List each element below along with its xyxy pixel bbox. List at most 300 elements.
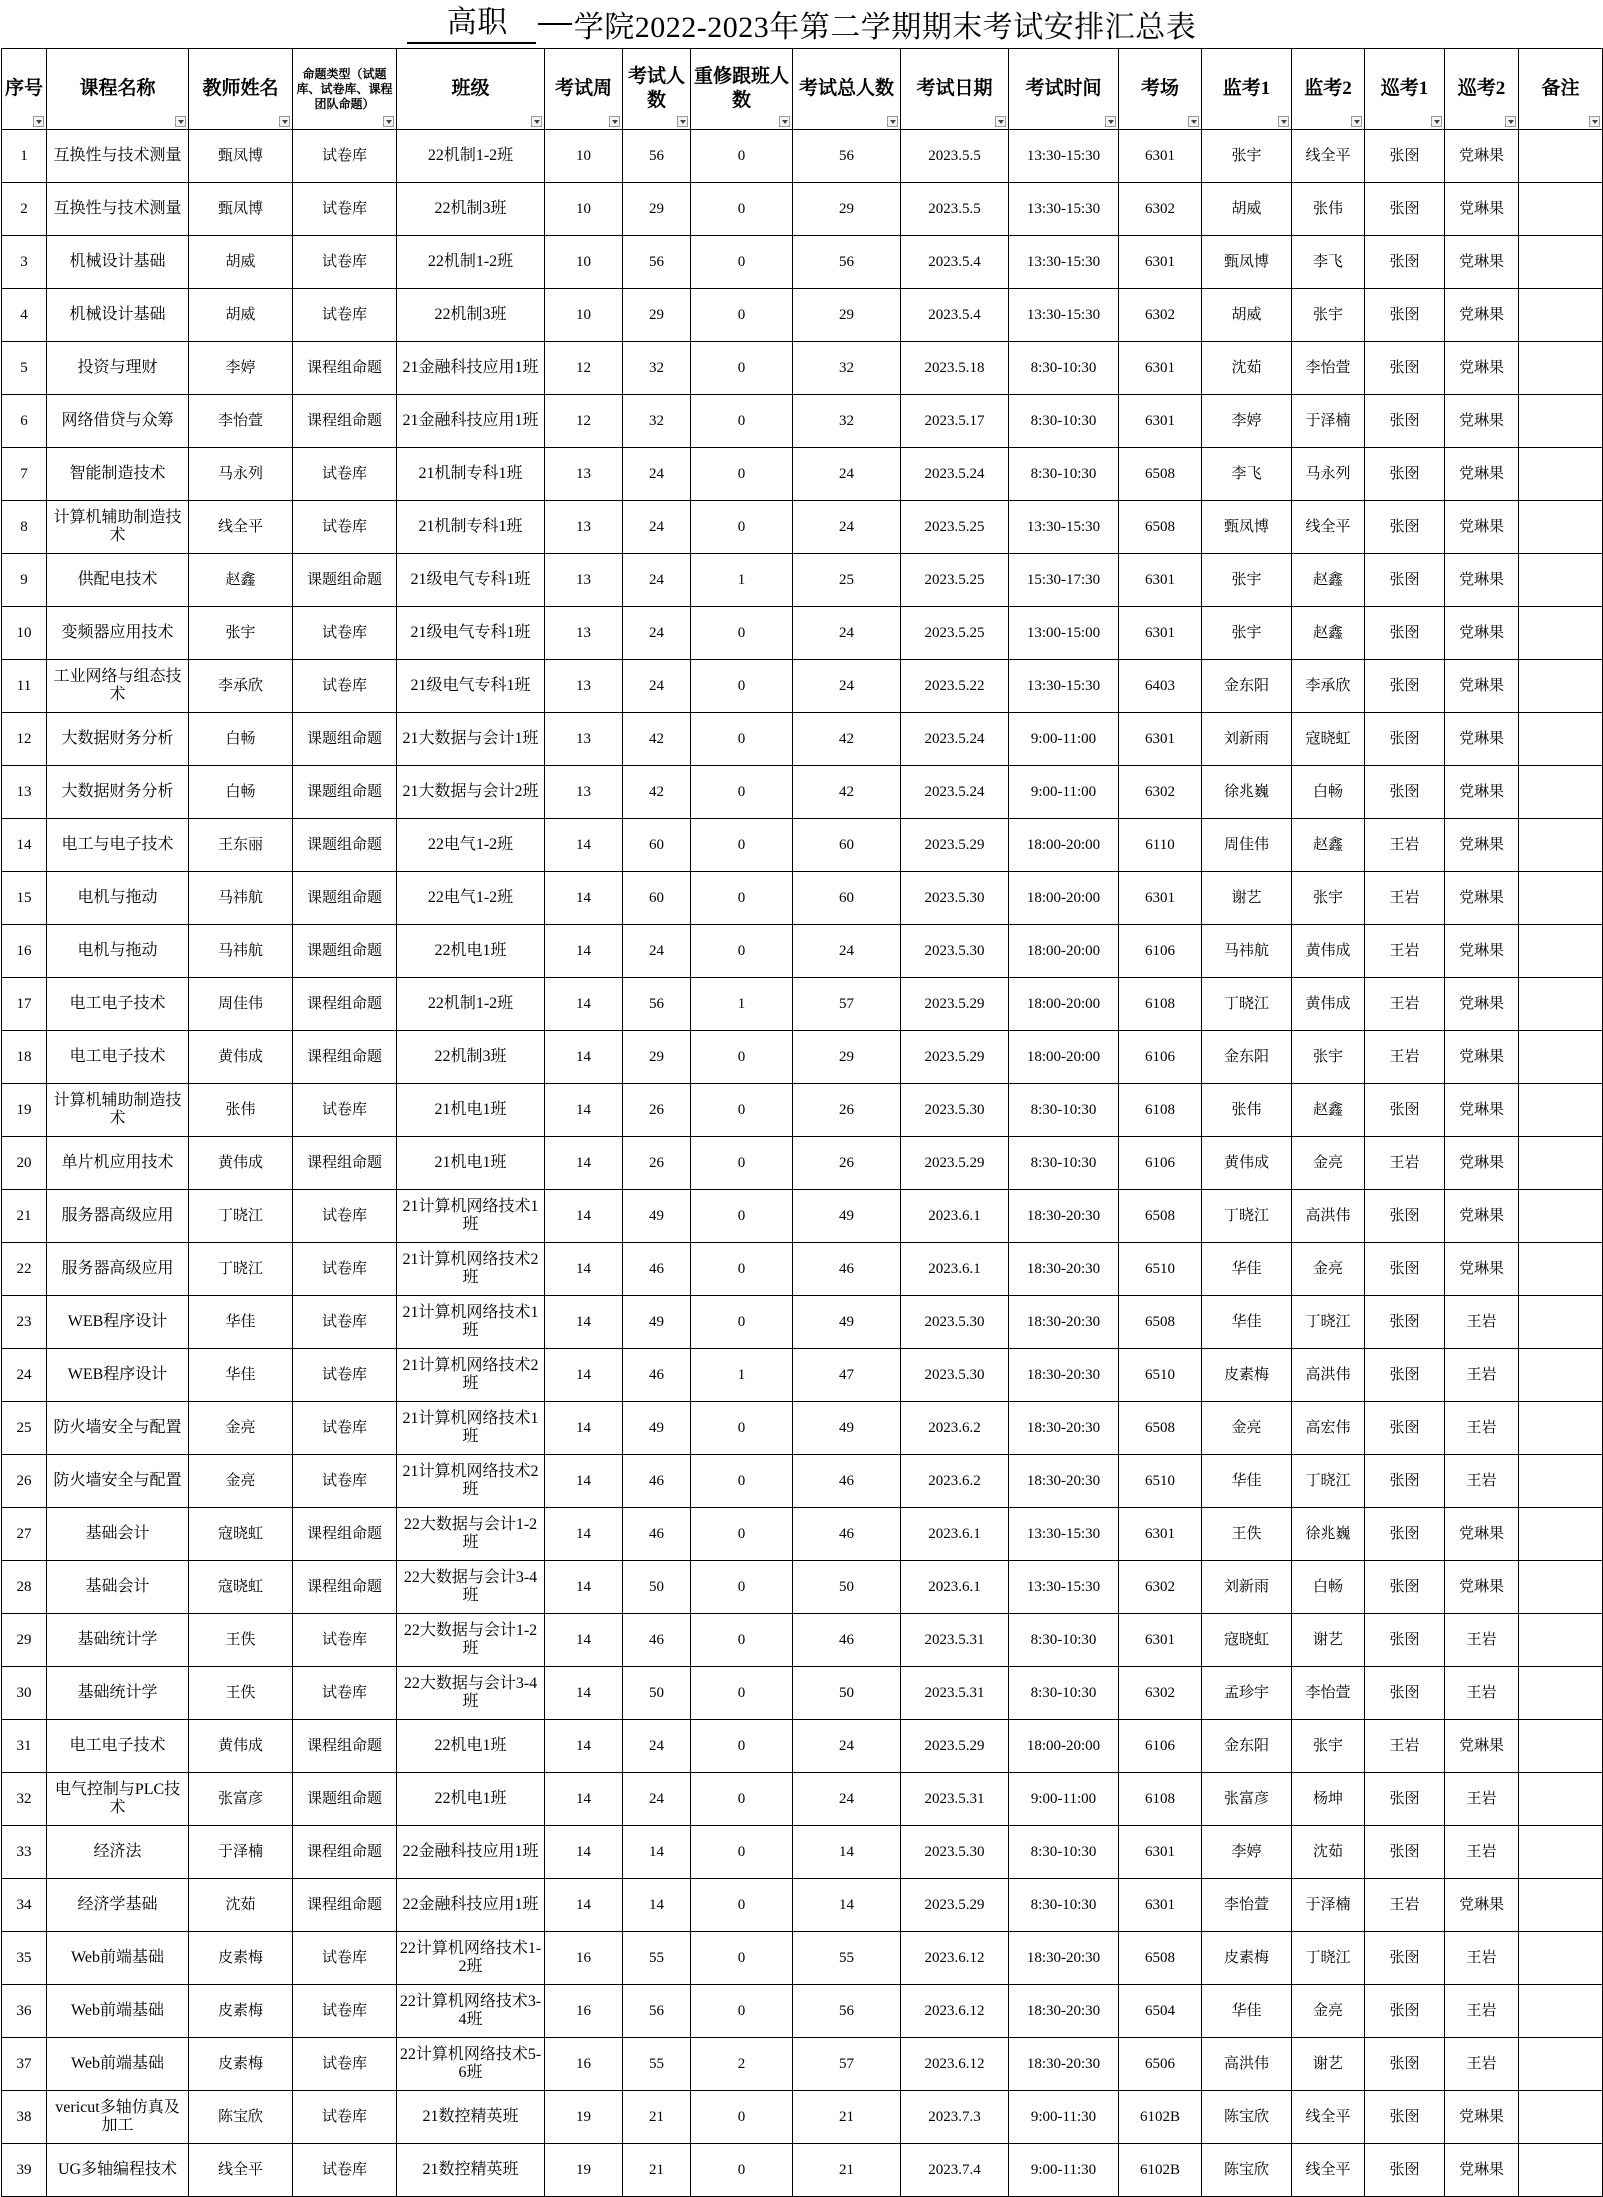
cell-exam-count[interactable]: 50	[623, 1667, 691, 1720]
cell-exam-count[interactable]: 46	[623, 1508, 691, 1561]
cell-total-count[interactable]: 42	[793, 713, 901, 766]
cell-teacher[interactable]: 黄伟成	[189, 1137, 293, 1190]
cell-total-count[interactable]: 26	[793, 1084, 901, 1137]
cell-proctor-1[interactable]: 刘新雨	[1202, 713, 1292, 766]
cell-proctor-1[interactable]: 张宇	[1202, 130, 1292, 183]
cell-exam-week[interactable]: 14	[545, 1720, 623, 1773]
cell-patrol-2[interactable]: 王岩	[1445, 1296, 1519, 1349]
cell-remarks[interactable]	[1519, 978, 1603, 1031]
cell-exam-date[interactable]: 2023.5.30	[901, 1296, 1009, 1349]
cell-class[interactable]: 22大数据与会计3-4班	[397, 1667, 545, 1720]
cell-exam-date[interactable]: 2023.5.30	[901, 925, 1009, 978]
cell-proctor-1[interactable]: 李飞	[1202, 448, 1292, 501]
cell-remarks[interactable]	[1519, 872, 1603, 925]
cell-class[interactable]: 22大数据与会计1-2班	[397, 1614, 545, 1667]
cell-exam-time[interactable]: 18:00-20:00	[1009, 1031, 1119, 1084]
cell-index[interactable]: 19	[2, 1084, 47, 1137]
cell-total-count[interactable]: 25	[793, 554, 901, 607]
cell-class[interactable]: 21金融科技应用1班	[397, 342, 545, 395]
header-cell-exam-date[interactable]: 考试日期	[901, 49, 1009, 130]
cell-exam-count[interactable]: 42	[623, 766, 691, 819]
cell-class[interactable]: 21数控精英班	[397, 2144, 545, 2197]
filter-dropdown-icon[interactable]	[1278, 116, 1289, 127]
cell-exam-week[interactable]: 13	[545, 554, 623, 607]
cell-remarks[interactable]	[1519, 660, 1603, 713]
cell-proctor-2[interactable]: 杨坤	[1292, 1773, 1365, 1826]
cell-proctor-1[interactable]: 沈茹	[1202, 342, 1292, 395]
cell-patrol-1[interactable]: 张囹	[1365, 1190, 1445, 1243]
cell-exam-week[interactable]: 19	[545, 2091, 623, 2144]
cell-proctor-2[interactable]: 谢艺	[1292, 2038, 1365, 2091]
cell-exam-type[interactable]: 试卷库	[293, 1455, 397, 1508]
cell-exam-date[interactable]: 2023.5.4	[901, 289, 1009, 342]
cell-exam-time[interactable]: 13:30-15:30	[1009, 236, 1119, 289]
cell-total-count[interactable]: 46	[793, 1614, 901, 1667]
cell-patrol-2[interactable]: 党琳果	[1445, 501, 1519, 554]
cell-teacher[interactable]: 李怡萱	[189, 395, 293, 448]
cell-class[interactable]: 22金融科技应用1班	[397, 1826, 545, 1879]
cell-proctor-2[interactable]: 李飞	[1292, 236, 1365, 289]
cell-class[interactable]: 21级电气专科1班	[397, 554, 545, 607]
cell-exam-time[interactable]: 8:30-10:30	[1009, 342, 1119, 395]
cell-course[interactable]: 智能制造技术	[47, 448, 189, 501]
cell-exam-type[interactable]: 试卷库	[293, 660, 397, 713]
cell-patrol-2[interactable]: 党琳果	[1445, 2144, 1519, 2197]
cell-exam-count[interactable]: 29	[623, 289, 691, 342]
cell-proctor-2[interactable]: 李怡萱	[1292, 342, 1365, 395]
cell-exam-type[interactable]: 试卷库	[293, 130, 397, 183]
cell-exam-time[interactable]: 18:30-20:30	[1009, 1349, 1119, 1402]
cell-exam-count[interactable]: 50	[623, 1561, 691, 1614]
cell-exam-type[interactable]: 课程组命题	[293, 395, 397, 448]
cell-retake-count[interactable]: 0	[691, 2144, 793, 2197]
cell-teacher[interactable]: 马祎航	[189, 925, 293, 978]
cell-index[interactable]: 38	[2, 2091, 47, 2144]
cell-proctor-1[interactable]: 王佚	[1202, 1508, 1292, 1561]
cell-room[interactable]: 6102B	[1119, 2144, 1202, 2197]
cell-patrol-1[interactable]: 张囹	[1365, 1243, 1445, 1296]
cell-exam-time[interactable]: 9:00-11:00	[1009, 713, 1119, 766]
cell-proctor-1[interactable]: 高洪伟	[1202, 2038, 1292, 2091]
cell-retake-count[interactable]: 1	[691, 1349, 793, 1402]
cell-remarks[interactable]	[1519, 1508, 1603, 1561]
cell-proctor-1[interactable]: 华佳	[1202, 1243, 1292, 1296]
cell-exam-date[interactable]: 2023.5.29	[901, 1031, 1009, 1084]
cell-exam-type[interactable]: 课程组命题	[293, 1879, 397, 1932]
cell-total-count[interactable]: 50	[793, 1561, 901, 1614]
cell-teacher[interactable]: 王佚	[189, 1667, 293, 1720]
cell-teacher[interactable]: 沈茹	[189, 1879, 293, 1932]
cell-total-count[interactable]: 29	[793, 1031, 901, 1084]
cell-exam-type[interactable]: 课程组命题	[293, 1137, 397, 1190]
cell-total-count[interactable]: 24	[793, 660, 901, 713]
cell-class[interactable]: 22机电1班	[397, 925, 545, 978]
cell-exam-type[interactable]: 试卷库	[293, 236, 397, 289]
cell-room[interactable]: 6106	[1119, 1031, 1202, 1084]
cell-room[interactable]: 6508	[1119, 448, 1202, 501]
cell-exam-count[interactable]: 42	[623, 713, 691, 766]
cell-exam-date[interactable]: 2023.5.4	[901, 236, 1009, 289]
cell-course[interactable]: Web前端基础	[47, 1932, 189, 1985]
cell-course[interactable]: 经济法	[47, 1826, 189, 1879]
cell-patrol-1[interactable]: 张囹	[1365, 236, 1445, 289]
cell-exam-count[interactable]: 14	[623, 1826, 691, 1879]
cell-retake-count[interactable]: 0	[691, 1826, 793, 1879]
cell-teacher[interactable]: 马永列	[189, 448, 293, 501]
cell-exam-date[interactable]: 2023.6.12	[901, 2038, 1009, 2091]
cell-index[interactable]: 14	[2, 819, 47, 872]
cell-exam-week[interactable]: 16	[545, 1985, 623, 2038]
cell-patrol-1[interactable]: 张囹	[1365, 660, 1445, 713]
cell-teacher[interactable]: 张伟	[189, 1084, 293, 1137]
cell-patrol-2[interactable]: 党琳果	[1445, 130, 1519, 183]
cell-patrol-2[interactable]: 王岩	[1445, 1402, 1519, 1455]
cell-exam-count[interactable]: 56	[623, 130, 691, 183]
cell-patrol-2[interactable]: 党琳果	[1445, 1084, 1519, 1137]
cell-teacher[interactable]: 李婷	[189, 342, 293, 395]
cell-index[interactable]: 30	[2, 1667, 47, 1720]
cell-exam-date[interactable]: 2023.5.30	[901, 1826, 1009, 1879]
cell-total-count[interactable]: 21	[793, 2091, 901, 2144]
cell-class[interactable]: 21机电1班	[397, 1137, 545, 1190]
cell-exam-time[interactable]: 18:30-20:30	[1009, 1932, 1119, 1985]
cell-total-count[interactable]: 60	[793, 819, 901, 872]
cell-class[interactable]: 21计算机网络技术1班	[397, 1296, 545, 1349]
cell-course[interactable]: 服务器高级应用	[47, 1190, 189, 1243]
cell-patrol-1[interactable]: 张囹	[1365, 1296, 1445, 1349]
cell-patrol-1[interactable]: 张囹	[1365, 1667, 1445, 1720]
cell-proctor-1[interactable]: 周佳伟	[1202, 819, 1292, 872]
cell-class[interactable]: 21机制专科1班	[397, 448, 545, 501]
cell-course[interactable]: 防火墙安全与配置	[47, 1402, 189, 1455]
cell-proctor-2[interactable]: 高宏伟	[1292, 1402, 1365, 1455]
cell-remarks[interactable]	[1519, 1455, 1603, 1508]
cell-proctor-2[interactable]: 丁晓江	[1292, 1455, 1365, 1508]
cell-class[interactable]: 21大数据与会计1班	[397, 713, 545, 766]
cell-class[interactable]: 21计算机网络技术2班	[397, 1349, 545, 1402]
cell-proctor-1[interactable]: 金东阳	[1202, 1031, 1292, 1084]
cell-remarks[interactable]	[1519, 1349, 1603, 1402]
cell-exam-type[interactable]: 试卷库	[293, 1667, 397, 1720]
cell-remarks[interactable]	[1519, 2091, 1603, 2144]
header-cell-exam-time[interactable]: 考试时间	[1009, 49, 1119, 130]
cell-patrol-1[interactable]: 张囹	[1365, 183, 1445, 236]
cell-retake-count[interactable]: 0	[691, 501, 793, 554]
cell-room[interactable]: 6302	[1119, 1667, 1202, 1720]
cell-remarks[interactable]	[1519, 183, 1603, 236]
cell-retake-count[interactable]: 0	[691, 2091, 793, 2144]
cell-course[interactable]: 电工电子技术	[47, 978, 189, 1031]
header-cell-course[interactable]: 课程名称	[47, 49, 189, 130]
cell-exam-type[interactable]: 课题组命题	[293, 819, 397, 872]
cell-teacher[interactable]: 王佚	[189, 1614, 293, 1667]
cell-exam-type[interactable]: 试卷库	[293, 501, 397, 554]
cell-exam-week[interactable]: 10	[545, 236, 623, 289]
header-cell-patrol-1[interactable]: 巡考1	[1365, 49, 1445, 130]
cell-total-count[interactable]: 56	[793, 236, 901, 289]
filter-dropdown-icon[interactable]	[677, 116, 688, 127]
cell-teacher[interactable]: 张宇	[189, 607, 293, 660]
cell-index[interactable]: 4	[2, 289, 47, 342]
cell-exam-week[interactable]: 14	[545, 1031, 623, 1084]
cell-room[interactable]: 6301	[1119, 713, 1202, 766]
cell-room[interactable]: 6508	[1119, 1190, 1202, 1243]
cell-remarks[interactable]	[1519, 1720, 1603, 1773]
cell-exam-date[interactable]: 2023.5.29	[901, 1879, 1009, 1932]
cell-course[interactable]: 服务器高级应用	[47, 1243, 189, 1296]
cell-patrol-2[interactable]: 党琳果	[1445, 395, 1519, 448]
cell-total-count[interactable]: 24	[793, 448, 901, 501]
header-cell-room[interactable]: 考场	[1119, 49, 1202, 130]
cell-course[interactable]: 互换性与技术测量	[47, 130, 189, 183]
cell-teacher[interactable]: 线全平	[189, 2144, 293, 2197]
cell-patrol-2[interactable]: 党琳果	[1445, 236, 1519, 289]
cell-proctor-2[interactable]: 赵鑫	[1292, 819, 1365, 872]
cell-remarks[interactable]	[1519, 766, 1603, 819]
cell-patrol-2[interactable]: 王岩	[1445, 1667, 1519, 1720]
cell-exam-week[interactable]: 19	[545, 2144, 623, 2197]
cell-patrol-2[interactable]: 党琳果	[1445, 342, 1519, 395]
cell-proctor-2[interactable]: 金亮	[1292, 1137, 1365, 1190]
cell-patrol-1[interactable]: 张囹	[1365, 766, 1445, 819]
cell-exam-date[interactable]: 2023.5.25	[901, 607, 1009, 660]
cell-exam-week[interactable]: 14	[545, 1614, 623, 1667]
cell-exam-type[interactable]: 试卷库	[293, 607, 397, 660]
cell-exam-date[interactable]: 2023.5.31	[901, 1614, 1009, 1667]
cell-exam-date[interactable]: 2023.5.30	[901, 872, 1009, 925]
cell-proctor-1[interactable]: 甄凤博	[1202, 501, 1292, 554]
cell-exam-week[interactable]: 14	[545, 1508, 623, 1561]
cell-total-count[interactable]: 50	[793, 1667, 901, 1720]
cell-exam-week[interactable]: 14	[545, 872, 623, 925]
cell-patrol-1[interactable]: 张囹	[1365, 130, 1445, 183]
cell-exam-time[interactable]: 13:30-15:30	[1009, 1508, 1119, 1561]
filter-dropdown-icon[interactable]	[1589, 116, 1600, 127]
cell-exam-week[interactable]: 13	[545, 713, 623, 766]
cell-index[interactable]: 6	[2, 395, 47, 448]
cell-class[interactable]: 21数控精英班	[397, 2091, 545, 2144]
cell-course[interactable]: 变频器应用技术	[47, 607, 189, 660]
cell-proctor-2[interactable]: 金亮	[1292, 1985, 1365, 2038]
cell-proctor-2[interactable]: 于泽楠	[1292, 1879, 1365, 1932]
cell-room[interactable]: 6106	[1119, 925, 1202, 978]
cell-room[interactable]: 6301	[1119, 1614, 1202, 1667]
cell-remarks[interactable]	[1519, 342, 1603, 395]
cell-proctor-1[interactable]: 张伟	[1202, 1084, 1292, 1137]
filter-dropdown-icon[interactable]	[779, 116, 790, 127]
cell-index[interactable]: 24	[2, 1349, 47, 1402]
cell-total-count[interactable]: 26	[793, 1137, 901, 1190]
cell-exam-count[interactable]: 56	[623, 236, 691, 289]
cell-course[interactable]: Web前端基础	[47, 1985, 189, 2038]
cell-exam-time[interactable]: 13:30-15:30	[1009, 1561, 1119, 1614]
cell-index[interactable]: 17	[2, 978, 47, 1031]
cell-exam-time[interactable]: 13:30-15:30	[1009, 130, 1119, 183]
cell-index[interactable]: 33	[2, 1826, 47, 1879]
cell-class[interactable]: 21大数据与会计2班	[397, 766, 545, 819]
cell-exam-type[interactable]: 课程组命题	[293, 1561, 397, 1614]
cell-remarks[interactable]	[1519, 1667, 1603, 1720]
cell-exam-date[interactable]: 2023.5.17	[901, 395, 1009, 448]
cell-exam-type[interactable]: 课程组命题	[293, 1826, 397, 1879]
cell-class[interactable]: 22计算机网络技术3-4班	[397, 1985, 545, 2038]
cell-teacher[interactable]: 丁晓江	[189, 1243, 293, 1296]
cell-patrol-2[interactable]: 党琳果	[1445, 819, 1519, 872]
cell-retake-count[interactable]: 0	[691, 1402, 793, 1455]
cell-patrol-1[interactable]: 张囹	[1365, 607, 1445, 660]
cell-exam-time[interactable]: 13:30-15:30	[1009, 183, 1119, 236]
cell-exam-date[interactable]: 2023.7.4	[901, 2144, 1009, 2197]
cell-total-count[interactable]: 49	[793, 1402, 901, 1455]
cell-teacher[interactable]: 李承欣	[189, 660, 293, 713]
cell-index[interactable]: 12	[2, 713, 47, 766]
cell-exam-week[interactable]: 14	[545, 1296, 623, 1349]
cell-patrol-2[interactable]: 党琳果	[1445, 925, 1519, 978]
cell-remarks[interactable]	[1519, 289, 1603, 342]
cell-remarks[interactable]	[1519, 1826, 1603, 1879]
cell-patrol-1[interactable]: 张囹	[1365, 1402, 1445, 1455]
cell-exam-type[interactable]: 试卷库	[293, 1985, 397, 2038]
cell-proctor-1[interactable]: 黄伟成	[1202, 1137, 1292, 1190]
cell-total-count[interactable]: 32	[793, 342, 901, 395]
cell-total-count[interactable]: 56	[793, 130, 901, 183]
cell-exam-week[interactable]: 14	[545, 1243, 623, 1296]
cell-remarks[interactable]	[1519, 1031, 1603, 1084]
cell-retake-count[interactable]: 0	[691, 1773, 793, 1826]
cell-index[interactable]: 31	[2, 1720, 47, 1773]
cell-room[interactable]: 6301	[1119, 236, 1202, 289]
cell-class[interactable]: 22机电1班	[397, 1720, 545, 1773]
cell-retake-count[interactable]: 0	[691, 925, 793, 978]
cell-exam-date[interactable]: 2023.5.5	[901, 183, 1009, 236]
cell-index[interactable]: 21	[2, 1190, 47, 1243]
cell-class[interactable]: 22机制3班	[397, 289, 545, 342]
cell-exam-count[interactable]: 26	[623, 1084, 691, 1137]
cell-proctor-2[interactable]: 高洪伟	[1292, 1190, 1365, 1243]
cell-patrol-2[interactable]: 党琳果	[1445, 1879, 1519, 1932]
cell-exam-count[interactable]: 46	[623, 1243, 691, 1296]
cell-retake-count[interactable]: 0	[691, 1137, 793, 1190]
cell-teacher[interactable]: 黄伟成	[189, 1720, 293, 1773]
cell-exam-type[interactable]: 试卷库	[293, 1402, 397, 1455]
cell-course[interactable]: 电工电子技术	[47, 1031, 189, 1084]
cell-exam-time[interactable]: 9:00-11:30	[1009, 2091, 1119, 2144]
cell-index[interactable]: 5	[2, 342, 47, 395]
cell-teacher[interactable]: 丁晓江	[189, 1190, 293, 1243]
cell-exam-count[interactable]: 24	[623, 501, 691, 554]
cell-exam-time[interactable]: 18:30-20:30	[1009, 1296, 1119, 1349]
cell-course[interactable]: WEB程序设计	[47, 1349, 189, 1402]
cell-course[interactable]: 基础统计学	[47, 1667, 189, 1720]
cell-patrol-1[interactable]: 张囹	[1365, 342, 1445, 395]
cell-exam-time[interactable]: 8:30-10:30	[1009, 395, 1119, 448]
cell-exam-type[interactable]: 试卷库	[293, 1349, 397, 1402]
cell-exam-date[interactable]: 2023.5.29	[901, 1137, 1009, 1190]
cell-exam-time[interactable]: 13:00-15:00	[1009, 607, 1119, 660]
cell-retake-count[interactable]: 0	[691, 607, 793, 660]
cell-total-count[interactable]: 24	[793, 1720, 901, 1773]
cell-retake-count[interactable]: 0	[691, 395, 793, 448]
cell-exam-time[interactable]: 8:30-10:30	[1009, 1137, 1119, 1190]
filter-dropdown-icon[interactable]	[1351, 116, 1362, 127]
cell-proctor-2[interactable]: 丁晓江	[1292, 1296, 1365, 1349]
cell-patrol-2[interactable]: 党琳果	[1445, 607, 1519, 660]
cell-class[interactable]: 22机制3班	[397, 1031, 545, 1084]
cell-course[interactable]: 网络借贷与众筹	[47, 395, 189, 448]
cell-exam-time[interactable]: 9:00-11:00	[1009, 766, 1119, 819]
cell-retake-count[interactable]: 0	[691, 1031, 793, 1084]
cell-patrol-1[interactable]: 张囹	[1365, 2144, 1445, 2197]
cell-exam-week[interactable]: 14	[545, 1879, 623, 1932]
cell-remarks[interactable]	[1519, 130, 1603, 183]
cell-course[interactable]: 电机与拖动	[47, 925, 189, 978]
cell-index[interactable]: 1	[2, 130, 47, 183]
header-cell-index[interactable]: 序号	[2, 49, 47, 130]
cell-patrol-1[interactable]: 张囹	[1365, 2038, 1445, 2091]
cell-room[interactable]: 6301	[1119, 872, 1202, 925]
cell-index[interactable]: 7	[2, 448, 47, 501]
cell-proctor-2[interactable]: 张宇	[1292, 872, 1365, 925]
cell-proctor-2[interactable]: 张宇	[1292, 289, 1365, 342]
cell-exam-week[interactable]: 13	[545, 766, 623, 819]
cell-exam-count[interactable]: 46	[623, 1349, 691, 1402]
cell-retake-count[interactable]: 0	[691, 766, 793, 819]
cell-retake-count[interactable]: 0	[691, 1561, 793, 1614]
cell-exam-time[interactable]: 18:30-20:30	[1009, 1402, 1119, 1455]
cell-teacher[interactable]: 华佳	[189, 1349, 293, 1402]
header-cell-exam-count[interactable]: 考试人数	[623, 49, 691, 130]
cell-patrol-2[interactable]: 党琳果	[1445, 766, 1519, 819]
cell-retake-count[interactable]: 0	[691, 1508, 793, 1561]
cell-exam-count[interactable]: 24	[623, 554, 691, 607]
filter-dropdown-icon[interactable]	[531, 116, 542, 127]
cell-course[interactable]: 机械设计基础	[47, 236, 189, 289]
cell-patrol-2[interactable]: 党琳果	[1445, 713, 1519, 766]
header-cell-exam-week[interactable]: 考试周	[545, 49, 623, 130]
cell-total-count[interactable]: 46	[793, 1508, 901, 1561]
cell-remarks[interactable]	[1519, 2144, 1603, 2197]
filter-dropdown-icon[interactable]	[1431, 116, 1442, 127]
cell-proctor-1[interactable]: 张宇	[1202, 554, 1292, 607]
cell-room[interactable]: 6301	[1119, 1826, 1202, 1879]
cell-exam-week[interactable]: 14	[545, 819, 623, 872]
cell-room[interactable]: 6302	[1119, 289, 1202, 342]
cell-class[interactable]: 22机制1-2班	[397, 130, 545, 183]
cell-total-count[interactable]: 29	[793, 183, 901, 236]
cell-exam-week[interactable]: 16	[545, 2038, 623, 2091]
cell-proctor-1[interactable]: 皮素梅	[1202, 1349, 1292, 1402]
cell-teacher[interactable]: 黄伟成	[189, 1031, 293, 1084]
cell-remarks[interactable]	[1519, 236, 1603, 289]
cell-remarks[interactable]	[1519, 1402, 1603, 1455]
cell-remarks[interactable]	[1519, 1985, 1603, 2038]
cell-exam-week[interactable]: 10	[545, 289, 623, 342]
cell-patrol-2[interactable]: 王岩	[1445, 1932, 1519, 1985]
cell-exam-count[interactable]: 24	[623, 660, 691, 713]
cell-exam-count[interactable]: 29	[623, 1031, 691, 1084]
cell-retake-count[interactable]: 0	[691, 1614, 793, 1667]
cell-room[interactable]: 6510	[1119, 1243, 1202, 1296]
cell-remarks[interactable]	[1519, 2038, 1603, 2091]
cell-index[interactable]: 22	[2, 1243, 47, 1296]
cell-course[interactable]: vericut多轴仿真及加工	[47, 2091, 189, 2144]
cell-patrol-2[interactable]: 党琳果	[1445, 978, 1519, 1031]
cell-exam-week[interactable]: 16	[545, 1932, 623, 1985]
cell-course[interactable]: 基础会计	[47, 1508, 189, 1561]
cell-retake-count[interactable]: 2	[691, 2038, 793, 2091]
cell-patrol-2[interactable]: 党琳果	[1445, 1243, 1519, 1296]
cell-index[interactable]: 18	[2, 1031, 47, 1084]
